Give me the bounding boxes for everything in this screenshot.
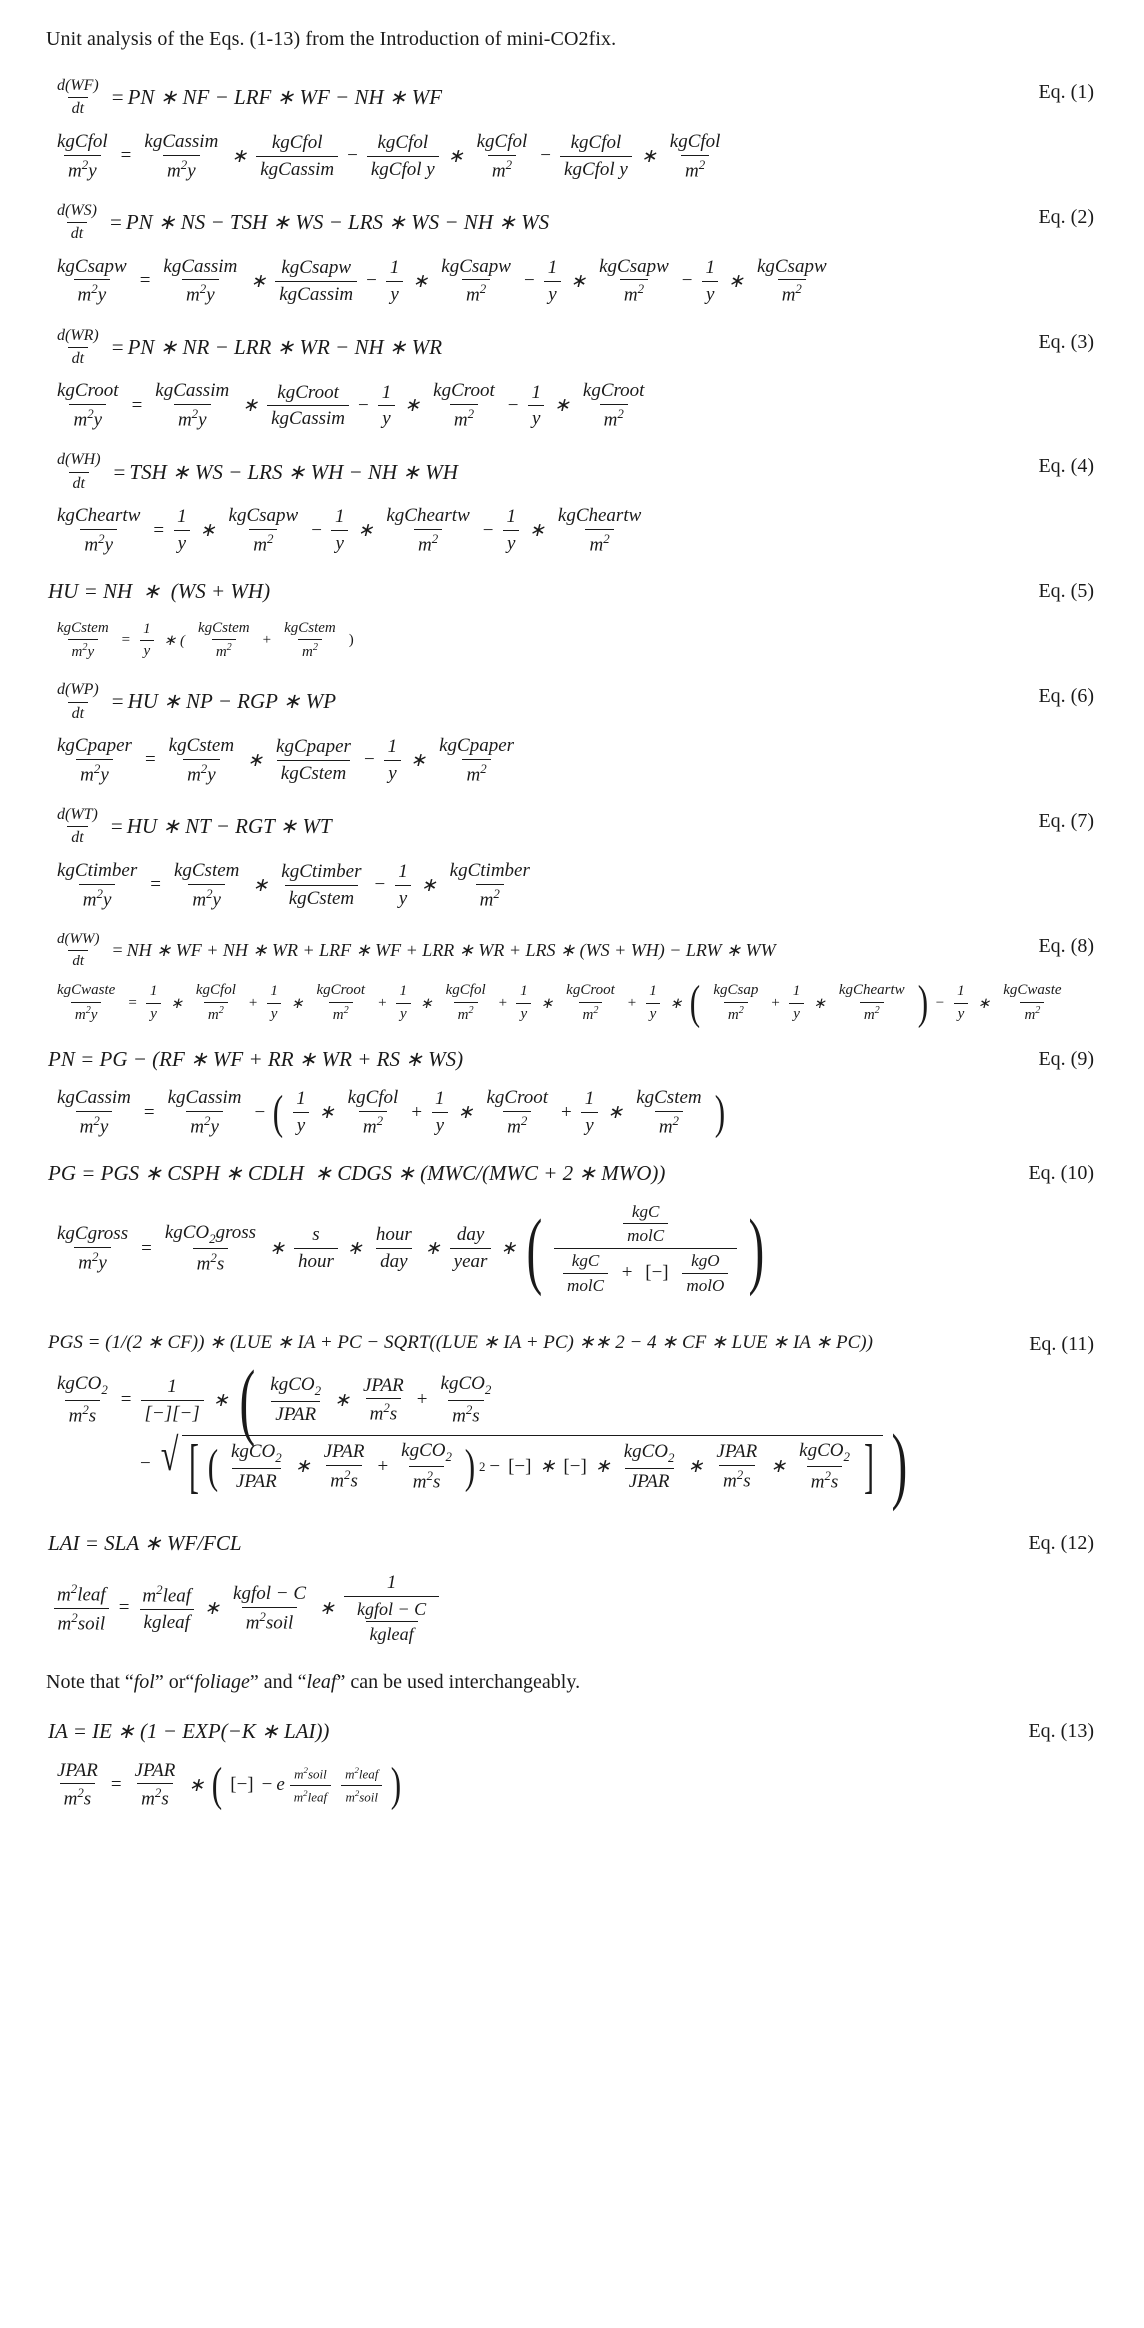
equation-formula-11: PGS = (1/(2 ∗ CF)) ∗ (LUE ∗ IA + PC − SQRT((LUE ∗ IA + PC) ∗∗ 2 − 4 ∗ CF ∗ LUE ∗ IA ∗ PC)) [48, 1332, 873, 1354]
equation-units-1: $\frac{\text{kgCfol}}{m^2y}$ = $\frac{\text{kgCassim}}{m^2y}$ ∗ $\frac{\text{kgCfol}}{\text{kgCassim}}$ − $\frac{\text{kgCfol}}{\text{kgCfol y}}$ ∗ $\frac{\text{kgCfol}}{m^2}$ − $\frac{\text{kgCfol}}{\text{kgCfol y}}$ ∗ $\frac{\text{kgCfol}}{m^2}$ [57, 130, 721, 181]
equation-units-13: $\frac{\text{JPAR}}{m^2s}$ = $\frac{\text{JPAR}}{m^2s}$ ∗ ( [−] − e $\frac{m^2soil}{m^2leaf}$ $\frac{m^2leaf}{m^2soil}$ ) [57, 1757, 402, 1811]
equation-block-9 [44, 1044, 1100, 1139]
note-text: Note that “fol” or“foliage” and “leaf” can be used interchangeably. [46, 1671, 581, 1694]
equation-block-4 [44, 451, 1100, 556]
equation-number-13: Eq. (13) [1028, 1720, 1094, 1743]
equation-formula-6: $\frac{d(WP)}{dt}$ = HU ∗ NP − RGP ∗ WP [57, 681, 337, 722]
equation-number-12: Eq. (12) [1028, 1532, 1094, 1555]
equation-number-1: Eq. (1) [1038, 81, 1094, 103]
equation-formula-3: $\frac{d(WR)}{dt}$ = PN ∗ NR − LRR ∗ WR − NH ∗ WR [57, 326, 443, 367]
equation-number-11: Eq. (11) [1029, 1333, 1094, 1356]
equation-units-12: $\frac{m^2leaf}{m^2soil}$ = $\frac{m^2leaf}{\text{kgleaf}}$ ∗ $\frac{\text{kgfol − C}}{m^2soil}$ ∗ $\frac{1}{\frac{\text{kgfol − C}}{\text{kgleaf}}}$ [44, 1572, 1100, 1645]
equation-number-10: Eq. (10) [1028, 1162, 1094, 1185]
intro-text: Unit analysis of the Eqs. (1-13) from the Introduction of mini-CO2fix. [46, 28, 617, 50]
equation-number-7: Eq. (7) [1038, 809, 1094, 832]
equation-block-5 [44, 576, 1100, 661]
equation-units-10: $\frac{\text{kgCgross}}{m^2y}$ = $\frac{kgCO_2gross}{m^2s}$ ∗ $\frac{s}{\text{hour}}$ ∗ $\frac{\text{hour}}{\text{day}}$ ∗ $\frac{\text{day}}{\text{year}}$ ∗ ( $\frac{\text{kgC}}{\text{molC}}$ $\frac{\text{kgC}}{\text{molC}}$ + [−] $\frac{\text{kgO}}{\text{molO}}$ ) [57, 1200, 765, 1297]
equation-formula-2: $\frac{d(WS)}{dt}$ = PN ∗ NS − TSH ∗ WS − LRS ∗ WS − NH ∗ WS [57, 201, 550, 243]
equation-units-7: $\frac{\text{kgCtimber}}{m^2y}$ = $\frac{\text{kgCstem}}{m^2y}$ ∗ $\frac{\text{kgCtimber}}{\text{kgCstem}}$ − $\frac{1}{y}$ ∗ $\frac{\text{kgCtimber}}{m^2}$ [57, 859, 530, 910]
equation-number-5: Eq. (5) [1038, 580, 1094, 603]
equation-number-3: Eq. (3) [1038, 330, 1094, 353]
equation-number-4: Eq. (4) [1038, 455, 1094, 478]
equation-block-3 [44, 327, 1100, 432]
equation-number-6: Eq. (6) [1038, 685, 1094, 708]
equation-block-1 [44, 77, 1100, 182]
equation-block-12 [44, 1528, 1100, 1645]
equation-formula-12: LAI = SLA ∗ WF/FCL [48, 1531, 242, 1556]
equation-block-2 [44, 202, 1100, 307]
equation-formula-1: $\frac{d(WF)}{dt}$ = PN ∗ NF − LRF ∗ WF − NH ∗ WF [57, 77, 443, 118]
equation-units-11-line1: $\frac{kgCO_2}{m^2s}$ = $\frac{1}{[-][-]}$ ∗ ( $\frac{kgCO_2}{\text{JPAR}}$ ∗ $\frac{\text{JPAR}}{m^2s}$ + $\frac{kgCO_2}{m^2s}$ [57, 1351, 492, 1448]
equation-number-2: Eq. (2) [1038, 205, 1094, 228]
equation-block-6 [44, 681, 1100, 786]
equation-units-5: $\frac{\text{kgCstem}}{m^2y}$ = $\frac{1}{y}$ ∗ ( $\frac{\text{kgCstem}}{m^2}$ + $\frac{\text{kgCstem}}{m^2}$ ) [57, 619, 354, 660]
equation-units-3: $\frac{\text{kgCroot}}{m^2y}$ = $\frac{\text{kgCassim}}{m^2y}$ ∗ $\frac{\text{kgCroot}}{\text{kgCassim}}$ − $\frac{1}{y}$ ∗ $\frac{\text{kgCroot}}{m^2}$ − $\frac{1}{y}$ ∗ $\frac{\text{kgCroot}}{m^2}$ [57, 380, 645, 431]
equation-block-11 [44, 1329, 1100, 1513]
equation-units-4: $\frac{\text{kgCheartw}}{m^2y}$ = $\frac{1}{y}$ ∗ $\frac{\text{kgCsapw}}{m^2}$ − $\frac{1}{y}$ ∗ $\frac{\text{kgCheartw}}{m^2}$ − $\frac{1}{y}$ ∗ $\frac{\text{kgCheartw}}{m^2}$ [57, 505, 642, 556]
equation-formula-9: PN = PG − (RF ∗ WF + RR ∗ WR + RS ∗ WS) [48, 1046, 464, 1071]
equation-formula-7: $\frac{d(WT)}{dt}$ = HU ∗ NT − RGT ∗ WT [57, 805, 332, 847]
equation-number-9: Eq. (9) [1038, 1047, 1094, 1070]
equation-formula-10: PG = PGS ∗ CSPH ∗ CDLH ∗ CDGS ∗ (MWC/(MWC + 2 ∗ MWO)) [48, 1161, 666, 1186]
equation-units-11-line2: − √ [ ( $\frac{kgCO_2}{\text{JPAR}}$ ∗ $\frac{\text{JPAR}}{m^2s}$ + $\frac{kgCO_2}{m^2s}$ ) 2 − [−] ∗ [−] ∗ $\frac{kgCO_2}{\text{JPAR}}$ ∗ $\frac{\text{JPAR}}{m^2s}$ ∗ $\frac{kgCO_2}{m^2s}$ ] ) [140, 1416, 908, 1513]
equation-formula-8: $\frac{d(WW)}{dt}$ = NH ∗ WF + NH ∗ WR + LRF ∗ WF + LRR ∗ WR + LRS ∗ (WS + WH) − LRW ∗ WW [57, 930, 776, 970]
equation-units-2: $\frac{\text{kgCsapw}}{m^2y}$ = $\frac{\text{kgCassim}}{m^2y}$ ∗ $\frac{\text{kgCsapw}}{\text{kgCassim}}$ − $\frac{1}{y}$ ∗ $\frac{\text{kgCsapw}}{m^2}$ − $\frac{1}{y}$ ∗ $\frac{\text{kgCsapw}}{m^2}$ − $\frac{1}{y}$ ∗ $\frac{\text{kgCsapw}}{m^2}$ [57, 255, 827, 306]
equation-formula-5: HU = NH ∗ (WS + WH) [48, 579, 271, 604]
equation-formula-4: $\frac{d(WH)}{dt}$ = TSH ∗ WS − LRS ∗ WH − NH ∗ WH [57, 451, 458, 492]
equation-block-10 [44, 1158, 1100, 1295]
equation-units-6: $\frac{\text{kgCpaper}}{m^2y}$ = $\frac{\text{kgCstem}}{m^2y}$ ∗ $\frac{\text{kgCpaper}}{\text{kgCstem}}$ − $\frac{1}{y}$ ∗ $\frac{\text{kgCpaper}}{m^2}$ [57, 734, 515, 786]
equation-block-7 [44, 806, 1100, 911]
equation-units-8: $\frac{\text{kgCwaste}}{m^2y}$ = $\frac{1}{y}$ ∗ $\frac{\text{kgCfol}}{m^2}$ + $\frac{1}{y}$ ∗ $\frac{\text{kgCroot}}{m^2}$ + $\frac{1}{y}$ ∗ $\frac{\text{kgCfol}}{m^2}$ + $\frac{1}{y}$ ∗ $\frac{\text{kgCroot}}{m^2}$ + $\frac{1}{y}$ ∗ ( $\frac{\text{kgCsap}}{m^2}$ + $\frac{1}{y}$ ∗ $\frac{\text{kgCheartw}}{m^2}$ ) − $\frac{1}{y}$ ∗ $\frac{\text{kgCwaste}}{m^2}$ [57, 975, 1062, 1029]
equation-number-8: Eq. (8) [1038, 934, 1094, 957]
equation-units-9: $\frac{\text{kgCassim}}{m^2y}$ = $\frac{\text{kgCassim}}{m^2y}$ − ( $\frac{1}{y}$ ∗ $\frac{\text{kgCfol}}{m^2}$ + $\frac{1}{y}$ ∗ $\frac{\text{kgCroot}}{m^2}$ + $\frac{1}{y}$ ∗ $\frac{\text{kgCstem}}{m^2}$ ) [57, 1085, 725, 1139]
equation-block-8 [44, 930, 1100, 1029]
equation-block-13 [44, 1716, 1100, 1811]
equation-formula-13: IA = IE ∗ (1 − EXP(−K ∗ LAI)) [48, 1719, 330, 1744]
